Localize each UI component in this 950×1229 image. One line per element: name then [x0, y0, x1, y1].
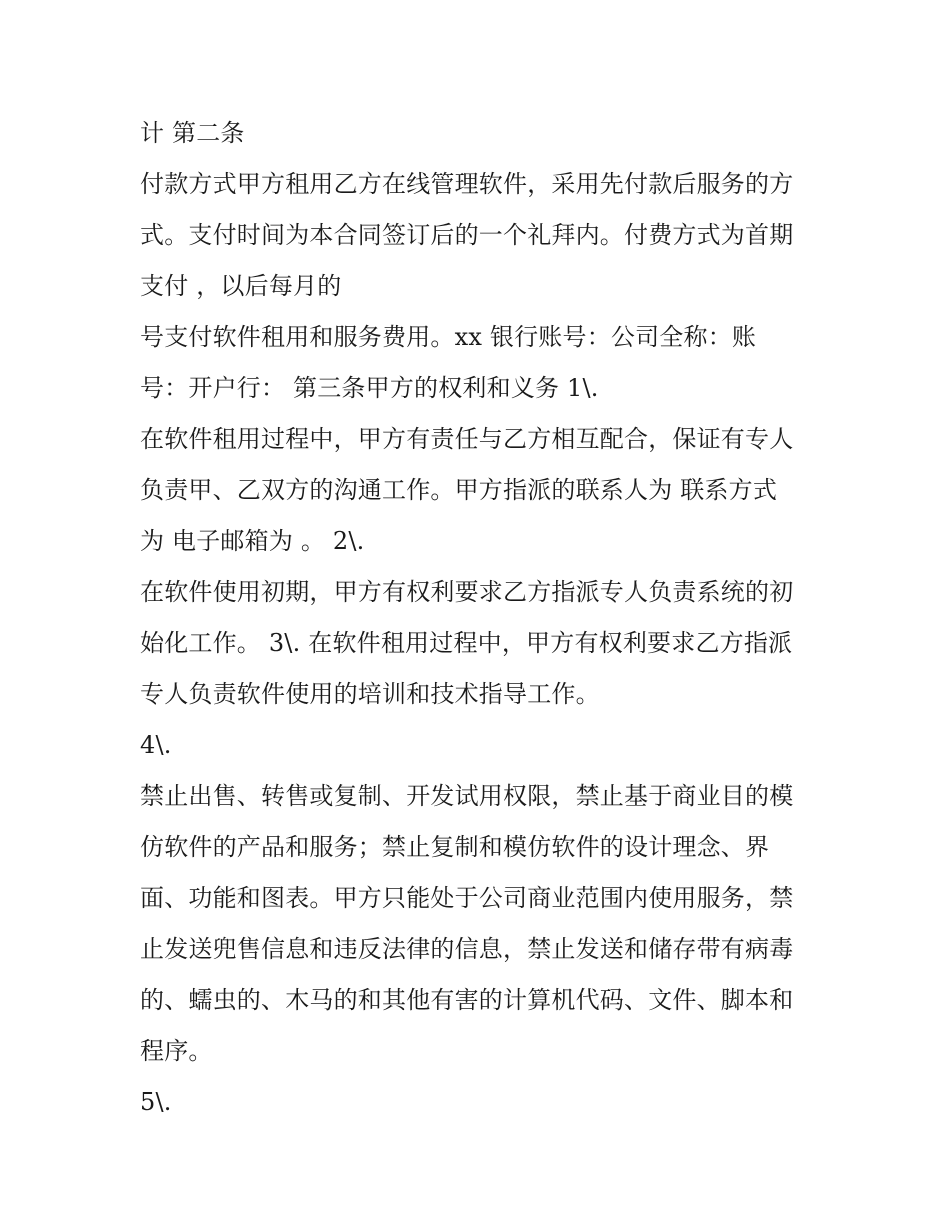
text-line: 止发送兜售信息和违反法律的信息，禁止发送和储存带有病毒 — [140, 935, 794, 963]
text-line: 负责甲、乙双方的沟通工作。甲方指派的联系人为 联系方式 — [140, 476, 778, 504]
document-body — [140, 108, 830, 1128]
text-line: 为 电子邮箱为 。 2\. — [140, 527, 365, 555]
text-line: 始化工作。 3\. 在软件租用过程中，甲方有权利要求乙方指派 — [140, 629, 793, 657]
text-line: 付款方式甲方租用乙方在线管理软件，采用先付款后服务的方 — [140, 170, 794, 198]
text-line: 计 第二条 — [140, 119, 245, 147]
text-line: 专人负责软件使用的培训和技术指导工作。 — [140, 680, 600, 708]
text-line: 程序。 — [140, 1037, 213, 1065]
text-line: 4\. — [140, 731, 172, 759]
text-line: 的、蠕虫的、木马的和其他有害的计算机代码、文件、脚本和 — [140, 986, 794, 1014]
text-line: 号支付软件租用和服务费用。xx 银行账号：公司全称：账 — [140, 323, 757, 351]
text-line: 5\. — [140, 1088, 172, 1116]
text-line: 式。支付时间为本合同签订后的一个礼拜内。付费方式为首期 — [140, 221, 794, 249]
text-line: 支付 ，以后每月的 — [140, 272, 342, 300]
text-line: 在软件使用初期，甲方有权利要求乙方指派专人负责系统的初 — [140, 578, 794, 606]
text-line: 面、功能和图表。甲方只能处于公司商业范围内使用服务，禁 — [140, 884, 794, 912]
text-line: 仿软件的产品和服务；禁止复制和模仿软件的设计理念、界 — [140, 833, 770, 861]
text-line: 号：开户行： 第三条甲方的权利和义务 1\. — [140, 374, 599, 402]
text-line: 禁止出售、转售或复制、开发试用权限，禁止基于商业目的模 — [140, 782, 794, 810]
text-line: 在软件租用过程中，甲方有责任与乙方相互配合，保证有专人 — [140, 425, 794, 453]
